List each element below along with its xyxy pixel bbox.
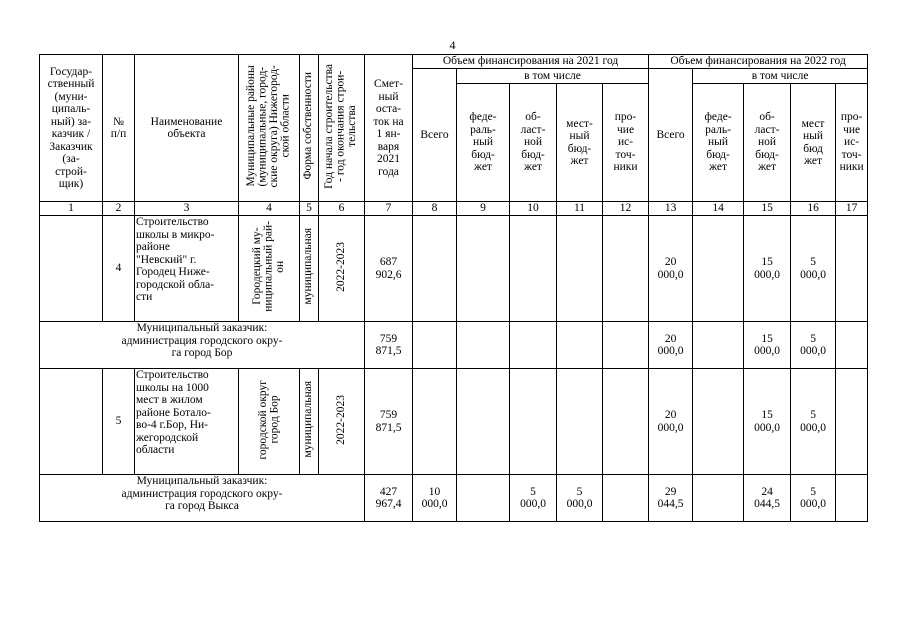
- fin-f21: [457, 369, 510, 475]
- customer-label: Муниципальный заказчик: администрация городского окру- га город Бор: [40, 322, 365, 369]
- fin-o22: [836, 322, 868, 369]
- fin-o21: [603, 475, 649, 522]
- header-incl-2022: в том числе: [693, 69, 868, 84]
- header-ownership-text: Форма собственности: [302, 72, 315, 181]
- fin-t22: 20 000,0: [649, 369, 693, 475]
- estimate-balance: 427 967,4: [365, 475, 413, 522]
- column-number: 3: [135, 202, 239, 216]
- fin-l22: 5 000,0: [791, 216, 836, 322]
- fin-f22: [693, 216, 744, 322]
- fin-l21: [557, 322, 603, 369]
- ownership-text: муниципальная: [302, 228, 315, 306]
- customer-cell: [40, 369, 103, 475]
- column-number-row: [40, 202, 868, 216]
- column-number: 4: [239, 202, 300, 216]
- fin-o21: [603, 216, 649, 322]
- header-estimate: Смет- ный оста- ток на 1 ян- варя 2021 года: [365, 55, 413, 202]
- estimate-balance: 759 871,5: [365, 369, 413, 475]
- header-district-text: Муниципальные районы (муниципальные, город- ские округа) Нижегород- ской области: [245, 65, 292, 188]
- fin-r22: 24 044,5: [744, 475, 791, 522]
- fin-f21: [457, 322, 510, 369]
- fin-r21: 5 000,0: [510, 475, 557, 522]
- build-years-text: 2022-2023: [334, 241, 347, 292]
- fin-r21: [510, 369, 557, 475]
- district-text: городской округ город Бор: [256, 380, 280, 460]
- header-local-2021: мест- ный бюд- жет: [557, 84, 603, 202]
- ownership: [300, 369, 319, 475]
- ownership: [300, 216, 319, 322]
- page-number: 4: [449, 38, 456, 52]
- fin-l22: 5 000,0: [791, 369, 836, 475]
- header-fin-2022: Объем финансирования на 2022 год: [649, 55, 868, 69]
- fin-o22: [836, 216, 868, 322]
- estimate-balance: 687 902,6: [365, 216, 413, 322]
- fin-r22: 15 000,0: [744, 322, 791, 369]
- fin-o22: [836, 369, 868, 475]
- column-number: 17: [836, 202, 868, 216]
- header-years-text: Год начала строительства - год окончания строи- тельства: [323, 63, 359, 189]
- header-num: № п/п: [103, 55, 135, 202]
- build-years-text: 2022-2023: [334, 394, 347, 445]
- header-years: [319, 55, 365, 202]
- fin-o21: [603, 322, 649, 369]
- fin-t21: 10 000,0: [413, 475, 457, 522]
- build-years: [319, 369, 365, 475]
- header-regional-2021: об- ласт- ной бюд- жет: [510, 84, 557, 202]
- column-number: 9: [457, 202, 510, 216]
- header-customer: Государ- ственный (муни- ципаль- ный) за- казчик / Заказчик (за- строй- щик): [40, 55, 103, 202]
- fin-l21: [557, 216, 603, 322]
- object-name: Строительство школы на 1000 мест в жилом районе Ботало- во-4 г.Бор, Ни- жегородской области: [135, 369, 239, 475]
- header-other-2021: про- чие ис- точ- ники: [603, 84, 649, 202]
- fin-l22: 5 000,0: [791, 475, 836, 522]
- build-years: [319, 216, 365, 322]
- column-number: 6: [319, 202, 365, 216]
- fin-l21: [557, 369, 603, 475]
- column-number: 10: [510, 202, 557, 216]
- column-number: 11: [557, 202, 603, 216]
- fin-l21: 5 000,0: [557, 475, 603, 522]
- header-total-2022: Всего: [649, 69, 693, 202]
- column-number: 15: [744, 202, 791, 216]
- column-number: 8: [413, 202, 457, 216]
- ownership-text: муниципальная: [302, 381, 315, 459]
- header-fin-2021: Объем финансирования на 2021 год: [413, 55, 649, 69]
- customer-label: Муниципальный заказчик: администрация городского окру- га город Выкса: [40, 475, 365, 522]
- fin-t22: 20 000,0: [649, 216, 693, 322]
- estimate-balance: 759 871,5: [365, 322, 413, 369]
- fin-f22: [693, 369, 744, 475]
- financing-table: [39, 54, 868, 522]
- column-number: 2: [103, 202, 135, 216]
- column-number: 16: [791, 202, 836, 216]
- object-row: [40, 216, 868, 322]
- column-number: 7: [365, 202, 413, 216]
- header-district: [239, 55, 300, 202]
- header-local-2022: мест ный бюд жет: [791, 84, 836, 202]
- fin-f21: [457, 216, 510, 322]
- header-total-2021: Всего: [413, 69, 457, 202]
- header-name: Наименование объекта: [135, 55, 239, 202]
- column-number: 5: [300, 202, 319, 216]
- customer-cell: [40, 216, 103, 322]
- column-number: 14: [693, 202, 744, 216]
- row-number: 5: [103, 369, 135, 475]
- fin-o21: [603, 369, 649, 475]
- customer-row: [40, 322, 868, 369]
- fin-f22: [693, 475, 744, 522]
- header-federal-2021: феде- раль- ный бюд- жет: [457, 84, 510, 202]
- fin-t21: [413, 216, 457, 322]
- fin-l22: 5 000,0: [791, 322, 836, 369]
- object-name: Строительство школы в микро- районе "Невский" г. Городец Ниже- городской обла- сти: [135, 216, 239, 322]
- header-incl-2021: в том числе: [457, 69, 649, 84]
- fin-o22: [836, 475, 868, 522]
- column-number: 13: [649, 202, 693, 216]
- customer-row: [40, 475, 868, 522]
- fin-t21: [413, 322, 457, 369]
- district: [239, 216, 300, 322]
- column-number: 12: [603, 202, 649, 216]
- district-text: Городецкий му- ниципальный рай- он: [250, 221, 286, 313]
- header-ownership: [300, 55, 319, 202]
- district: [239, 369, 300, 475]
- row-number: 4: [103, 216, 135, 322]
- fin-f21: [457, 475, 510, 522]
- header-federal-2022: феде- раль- ный бюд- жет: [693, 84, 744, 202]
- header-regional-2022: об- ласт- ной бюд- жет: [744, 84, 791, 202]
- fin-r21: [510, 216, 557, 322]
- fin-t22: 29 044,5: [649, 475, 693, 522]
- column-number: 1: [40, 202, 103, 216]
- object-row: [40, 369, 868, 475]
- fin-r21: [510, 322, 557, 369]
- fin-r22: 15 000,0: [744, 216, 791, 322]
- header-other-2022: про- чие ис- точ- ники: [836, 84, 868, 202]
- fin-t22: 20 000,0: [649, 322, 693, 369]
- fin-t21: [413, 369, 457, 475]
- fin-r22: 15 000,0: [744, 369, 791, 475]
- fin-f22: [693, 322, 744, 369]
